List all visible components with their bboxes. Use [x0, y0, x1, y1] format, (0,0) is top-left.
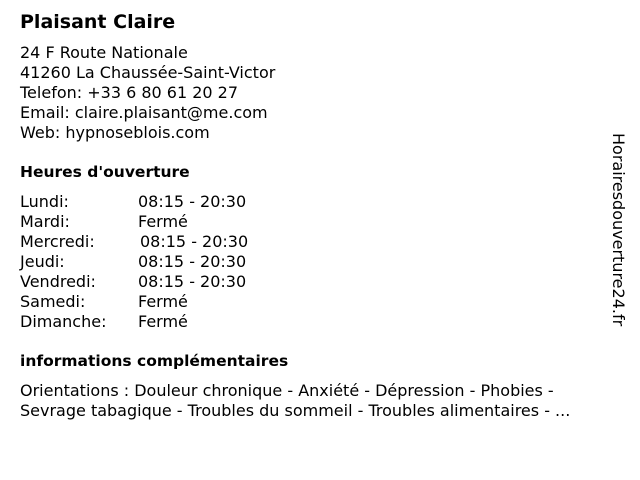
- hours-day: Jeudi:: [20, 252, 65, 271]
- hours-row-dimanche: [20, 312, 610, 332]
- site-watermark-text: Horairesdouverture24.fr: [609, 133, 628, 327]
- hours-time: 08:15 - 20:30: [138, 192, 247, 211]
- contact-block: [20, 43, 610, 143]
- info-line-1: Orientations : Douleur chronique - Anxiété - Dépression - Phobies -: [20, 381, 554, 400]
- hours-day: Mercredi:: [20, 232, 95, 251]
- hours-day: Samedi:: [20, 292, 86, 311]
- hours-day: Dimanche:: [20, 312, 107, 331]
- hours-time: 08:15 - 20:30: [138, 252, 247, 271]
- hours-table: [20, 192, 610, 332]
- hours-time: 08:15 - 20:30: [140, 232, 249, 251]
- hours-time: Fermé: [138, 312, 188, 331]
- hours-row-mardi: [20, 212, 610, 232]
- business-card: [20, 10, 610, 421]
- address-street: 24 F Route Nationale: [20, 43, 188, 62]
- info-heading: informations complémentaires: [20, 352, 289, 370]
- email-address: Email: claire.plaisant@me.com: [20, 103, 268, 122]
- phone-number: Telefon: +33 6 80 61 20 27: [20, 83, 239, 102]
- info-line-2: Sevrage tabagique - Troubles du sommeil - Troubles alimentaires - ...: [20, 401, 571, 420]
- hours-row-jeudi: [20, 252, 610, 272]
- hours-day: Mardi:: [20, 212, 70, 231]
- hours-day: Vendredi:: [20, 272, 96, 291]
- business-name: Plaisant Claire: [20, 11, 176, 33]
- hours-row-samedi: [20, 292, 610, 312]
- hours-heading: Heures d'ouverture: [20, 163, 190, 181]
- hours-day: Lundi:: [20, 192, 69, 211]
- address-city: 41260 La Chaussée-Saint-Victor: [20, 63, 276, 82]
- hours-time: 08:15 - 20:30: [138, 272, 247, 291]
- website: Web: hypnoseblois.com: [20, 123, 210, 142]
- hours-row-mercredi: [20, 232, 610, 252]
- hours-row-vendredi: [20, 272, 610, 292]
- hours-row-lundi: [20, 192, 610, 212]
- hours-time: Fermé: [138, 292, 188, 311]
- hours-time: Fermé: [138, 212, 188, 231]
